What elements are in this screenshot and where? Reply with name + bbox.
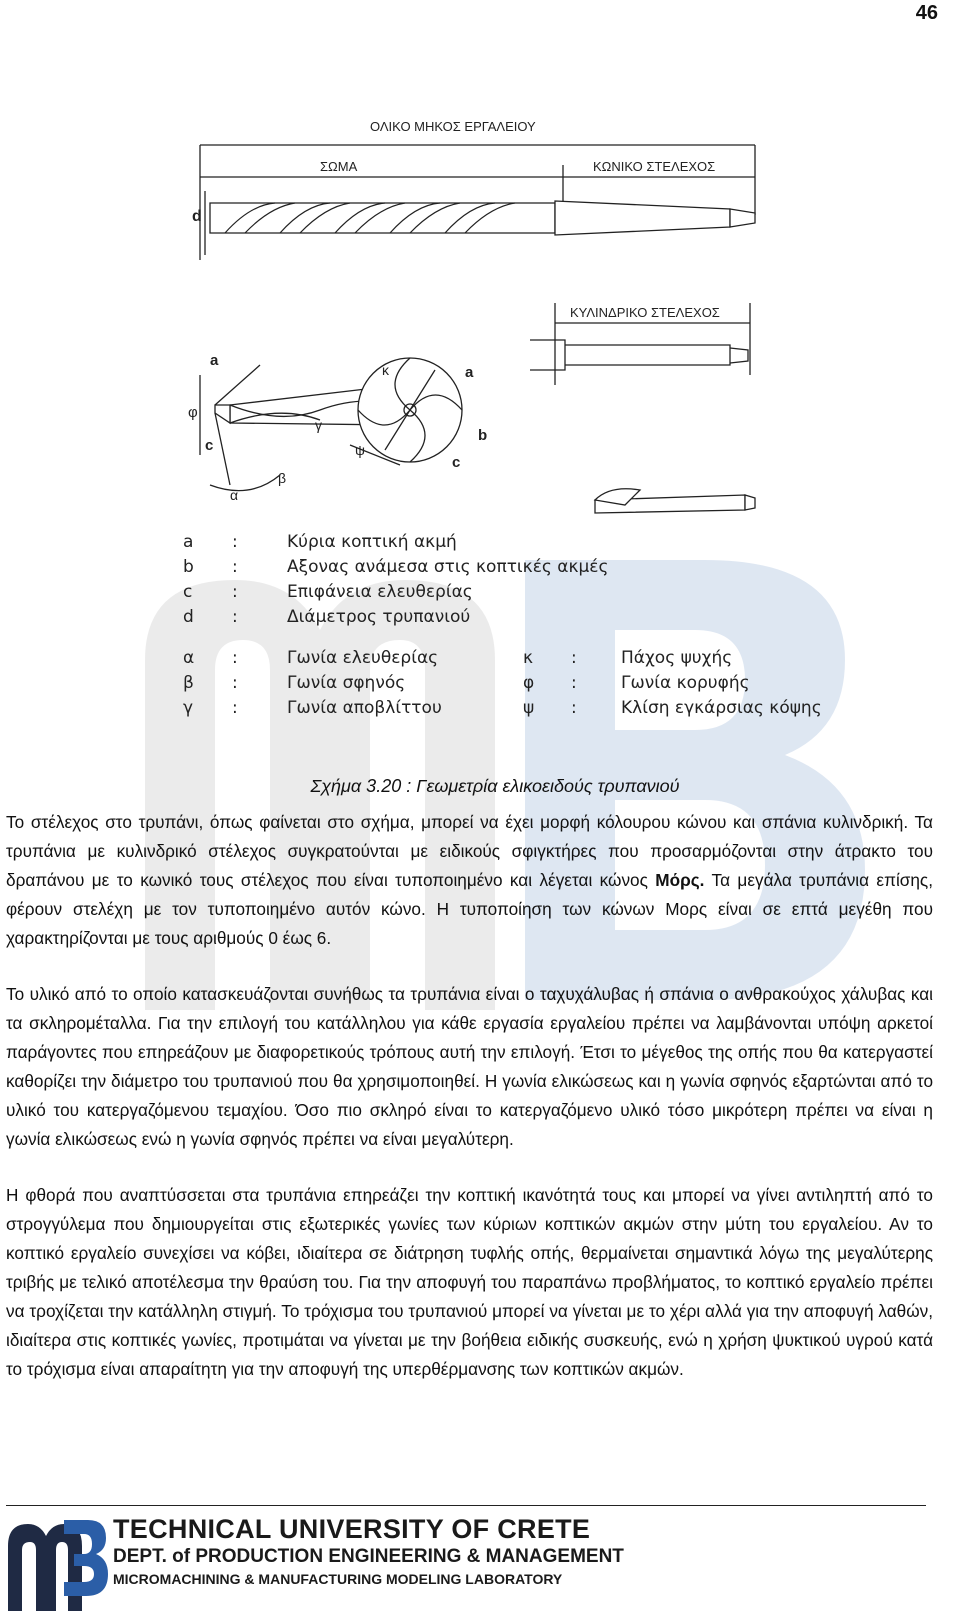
dim-total-label: ΟΛΙΚΟ ΜΗΚΟΣ ΕΡΓΑΛΕΙΟΥ [370, 119, 536, 134]
legend-text: Γωνία αποβλίττου [287, 698, 442, 718]
legend-symbol: κ [523, 648, 534, 668]
lab-logo-icon [8, 1516, 108, 1611]
legend-text: Γωνία σφηνός [287, 673, 406, 693]
label-a-left: a [210, 352, 219, 369]
legend-colon: : [571, 698, 577, 718]
legend-symbol: b [183, 557, 194, 577]
legend-colon: : [571, 673, 577, 693]
legend-symbol: β [183, 673, 194, 693]
label-d: d [192, 208, 202, 225]
dim-body-label: ΣΩΜΑ [320, 159, 358, 174]
dim-cyl-label: ΚΥΛΙΝΔΡΙΚΟ ΣΤΕΛΕΧΟΣ [570, 305, 720, 320]
paragraph-1-text-a: Το στέλεχος στο τρυπάνι, όπως φαίνεται στο σχήμα, μπορεί να έχει μορφή κόλουρου κώνου και σπάνια κυλινδρική. Τα τρυπάνια με κυλινδρικό στέλεχος συγκρατούνται με ειδικούς σφιγκτήρες που προσαρμόζονται στην άτρακτο του δραπάνου με το κωνικό τους στέλεχος που είναι τυποποιημένο και λέγεται κώνος [6, 812, 933, 890]
legend-text: Επιφάνεια ελευθερίας [287, 582, 473, 602]
label-b: b [478, 427, 488, 444]
legend-symbol: ψ [523, 698, 535, 718]
legend-colon: : [232, 532, 238, 552]
label-kappa: κ [382, 362, 389, 378]
legend-symbol: c [183, 582, 193, 602]
legend-colon: : [232, 648, 238, 668]
figure-caption: Σχήμα 3.20 : Γεωμετρία ελικοειδούς τρυπανιού [310, 776, 680, 796]
footer-divider [6, 1505, 926, 1506]
label-psi: ψ [355, 442, 365, 458]
legend-colon: : [232, 673, 238, 693]
legend-colon: : [571, 648, 577, 668]
paragraph-1-text-b: Τα μεγάλα τρυπάνια επίσης, φέρουν στελέχη με τον τυποποιημένο αυτόν κώνο. Η τυποποίηση των κώνων Μορς είναι σε επτά μεγέθη που χαρακτηρίζονται με τους αριθμούς 0 έως 6. [6, 870, 933, 948]
drill-geometry-figure [170, 105, 810, 535]
label-gamma: γ [315, 417, 322, 433]
legend-symbol: α [183, 648, 195, 668]
paragraph-3: Η φθορά που αναπτύσσεται στα τρυπάνια επηρεάζει την κοπτική ικανότητά τους και μπορεί να γίνει αντιληπτή από το στρογγύλεμα που δημιουργείται στις εξωτερικές γωνίες των κύριων κοπτικών ακμών στην μύτη του εργαλείου. Αν το κοπτικό εργαλείο συνεχίσει να κόβει, ιδιαίτερα σε διάτρηση τυφλής οπής, θερμαίνεται σημαντικά λόγω της μεγαλύτερης τριβής με τελικό αποτέλεσμα την θραύση του. Για την αποφυγή του παραπάνω προβλήματος, το κοπτικό εργαλείο πρέπει να τροχίζεται την κατάλληλη στιγμή. Το τρόχισμα του τρυπανιού μπορεί να γίνεται με το χέρι αλλά για την αποφυγή λαθών, ιδιαίτερα στις κοπτικές γωνίες, προτιμάται να γίνεται με την βοήθεια ειδικής συσκευής, ενώ η χρήση ψυκτικού υγρού κατά το τρόχισμα είναι απαραίτητη για την αποφυγή της υπερθέρμανσης των κοπτικών ακμών. [6, 1185, 933, 1379]
dim-taper-label: ΚΩΝΙΚΟ ΣΤΕΛΕΧΟΣ [593, 159, 716, 174]
legend-colon: : [232, 557, 238, 577]
footer-university: TECHNICAL UNIVERSITY OF CRETE [113, 1514, 591, 1544]
legend-colon: : [232, 698, 238, 718]
label-c-left: c [205, 437, 214, 454]
body-text [6, 808, 933, 1411]
legend-text: Διάμετρος τρυπανιού [287, 607, 471, 627]
legend-symbol: d [183, 607, 194, 627]
label-beta: β [278, 470, 287, 486]
footer-text [113, 1513, 624, 1589]
legend-symbol: a [183, 532, 194, 552]
legend-colon: : [232, 582, 238, 602]
paragraph-1 [6, 808, 933, 953]
legend-text: Κλίση εγκάρσιας κόψης [621, 698, 822, 718]
paragraph-2: Το υλικό από το οποίο κατασκευάζονται συνήθως τα τρυπάνια είναι ο ταχυχάλυβας ή σπάνια ο ανθρακούχος χάλυβας και τα σκληρομέταλλα. Για την επιλογή του κατάλληλου για κάθε εργασία εργαλείου πρέπει να λαμβάνονται υπόψη αρκετοί παράγοντες που επηρεάζουν με διαφορετικούς τρόπους αυτή την επιλογή. Έτσι το μέγεθος της οπής που θα κατεργαστεί καθορίζει την διάμετρο του τρυπανιού που θα χρησιμοποιηθεί. Η γωνία ελικώσεως και η γωνία σφηνός εξαρτώνται από το υλικό του κατεργαζόμενου τεμαχίου. Όσο πιο σκληρό είναι το κατεργαζόμενο υλικό τόσο μικρότερη πρέπει να είναι η γωνία ελικώσεως ενώ η γωνία σφηνός πρέπει να είναι μεγαλύτερη. [6, 984, 933, 1149]
legend-symbol: γ [183, 698, 194, 718]
footer-lab: MICROMACHINING & MANUFACTURING MODELING LABORATORY [113, 1571, 563, 1587]
legend-text: Γωνία ελευθερίας [287, 648, 439, 668]
label-a-right: a [465, 364, 474, 381]
legend-symbol: φ [523, 673, 535, 693]
legend-text: Αξονας ανάμεσα στις κοπτικές ακμές [287, 557, 609, 577]
label-c-right: c [452, 454, 461, 471]
label-phi: φ [188, 404, 198, 421]
footer-department: DEPT. of PRODUCTION ENGINEERING & MANAGEMENT [113, 1546, 624, 1567]
legend-colon: : [232, 607, 238, 627]
legend-text: Γωνία κορυφής [621, 673, 750, 693]
paragraph-1-bold: Μόρς. [655, 870, 705, 890]
label-alpha: α [230, 487, 239, 503]
legend-text: Πάχος ψυχής [621, 648, 733, 668]
legend-text: Κύρια κοπτική ακμή [287, 532, 457, 552]
page-number: 46 [915, 2, 938, 24]
